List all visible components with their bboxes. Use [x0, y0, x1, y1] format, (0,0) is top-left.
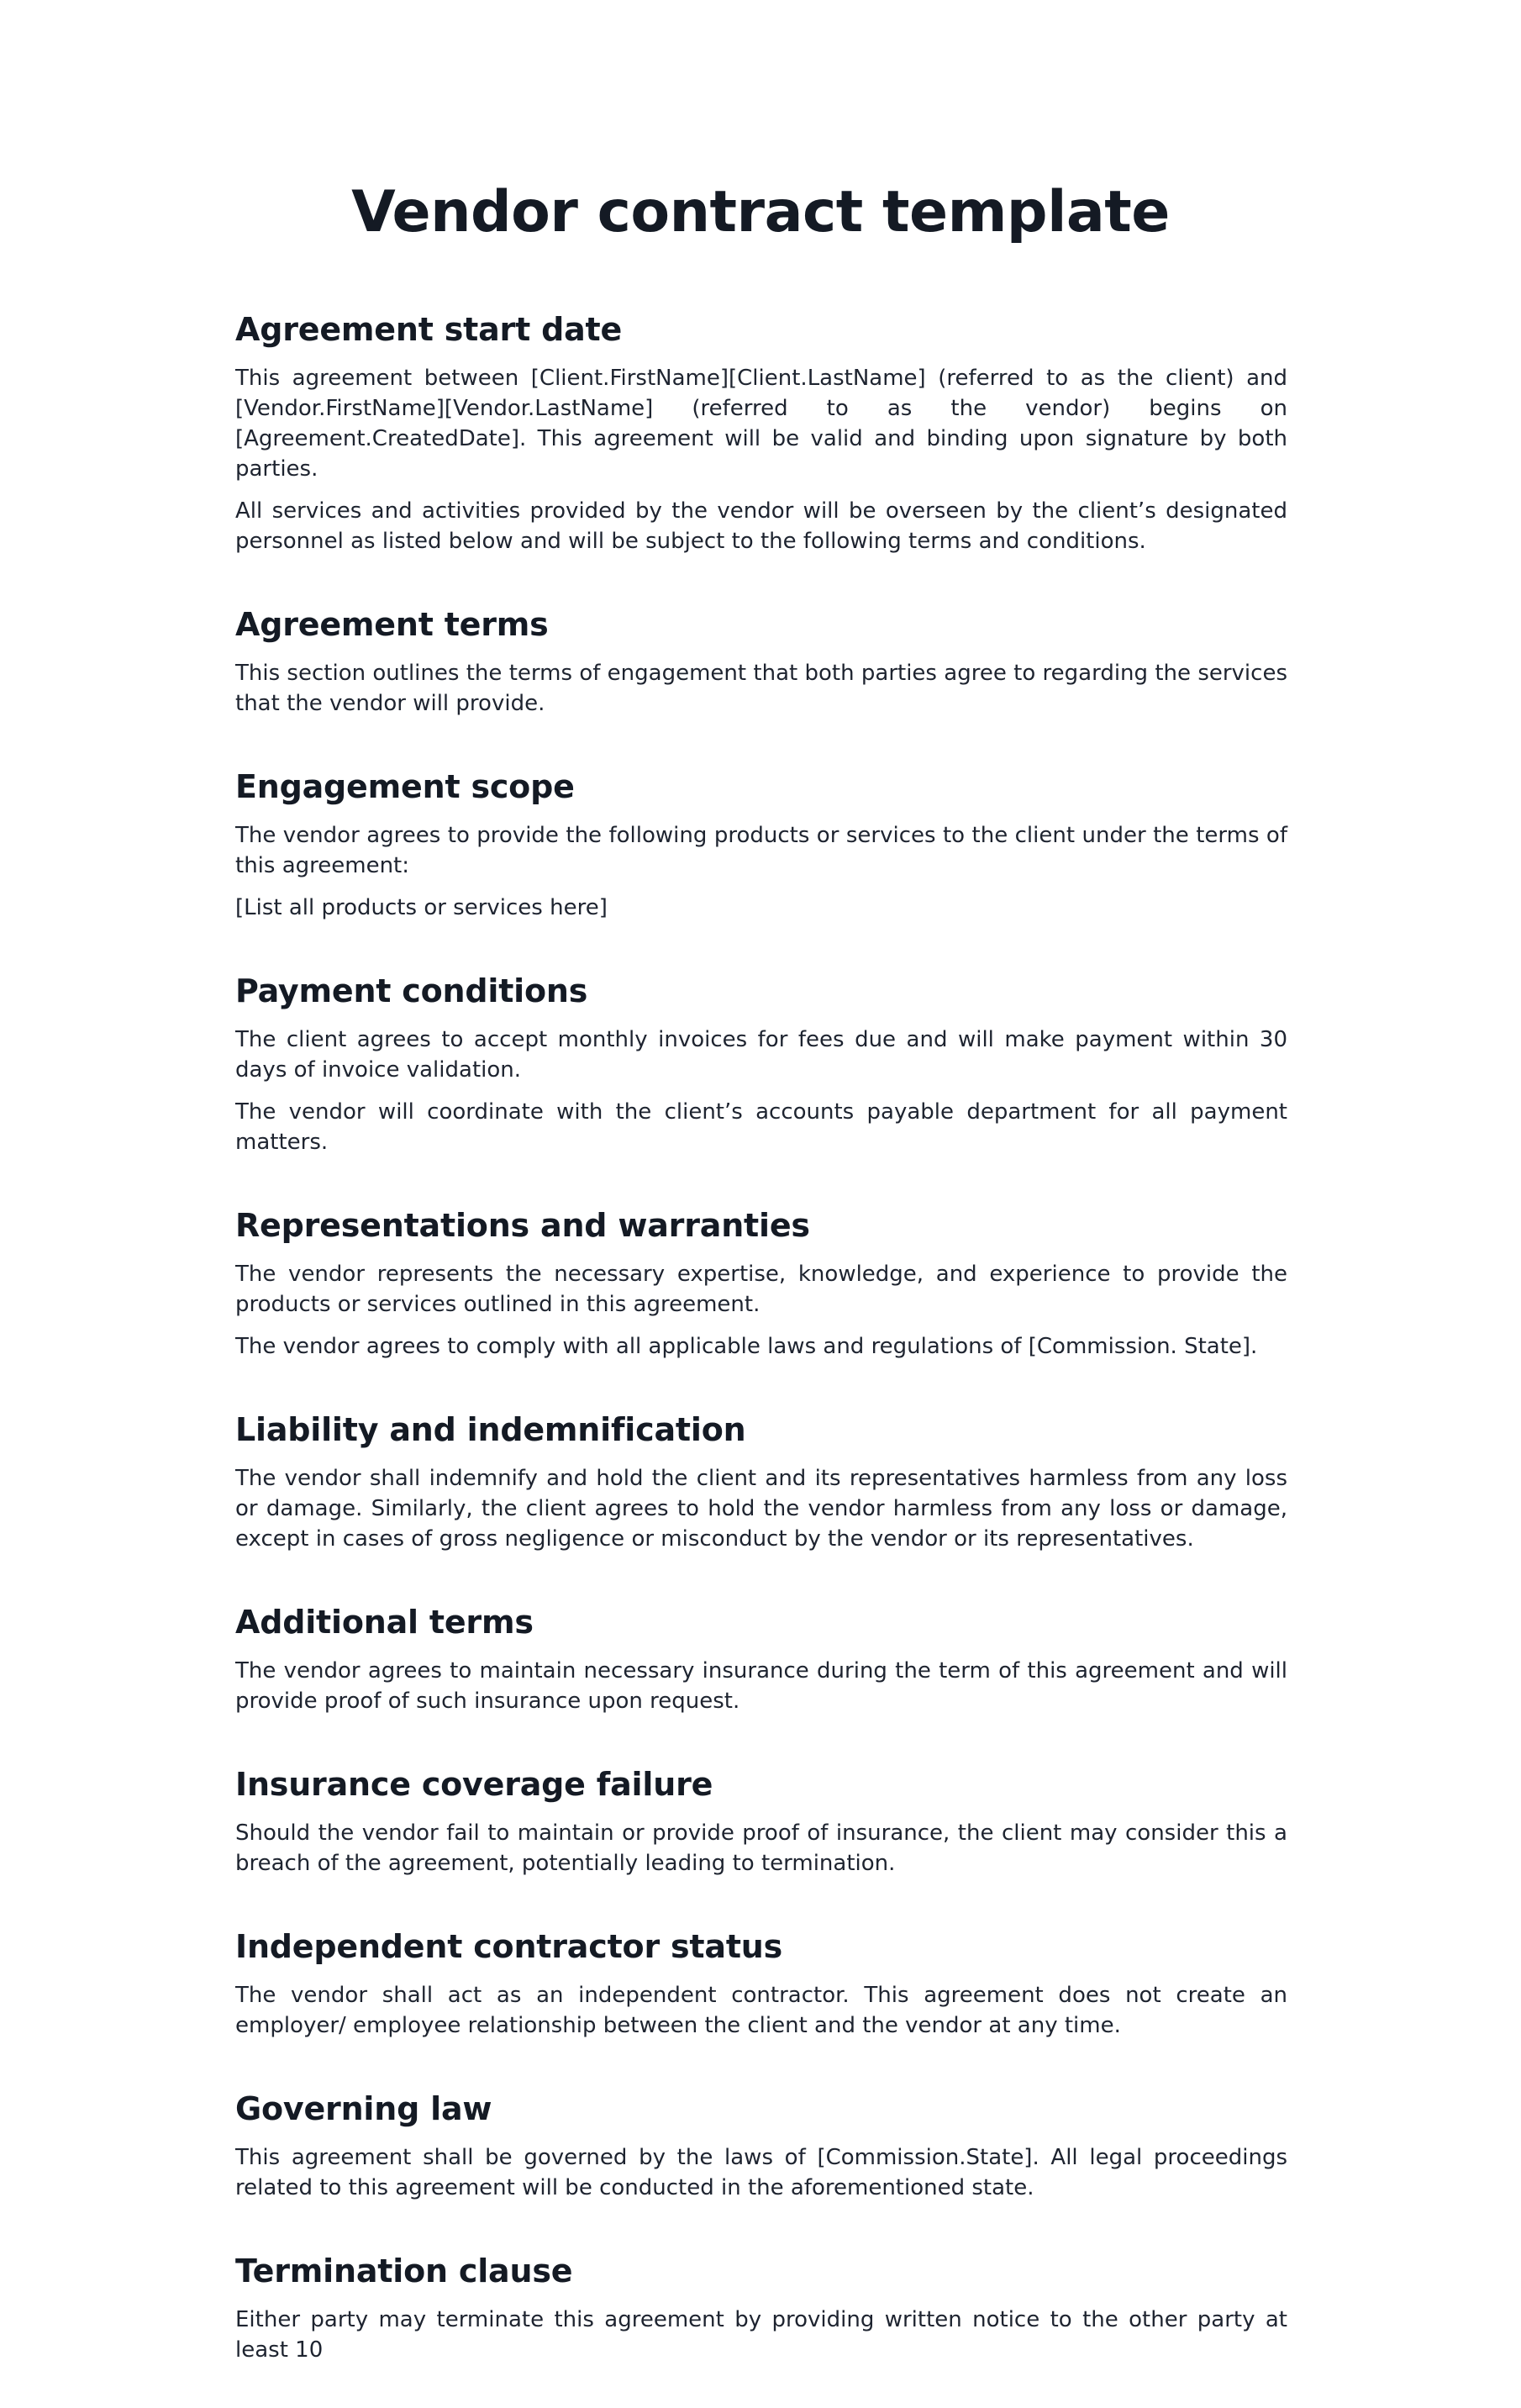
section-heading: Insurance coverage failure [235, 1766, 713, 1803]
section-paragraph: The vendor agrees to comply with all applicable laws and regulations of [Commission. State]. [235, 1334, 1258, 1359]
section-heading: Termination clause [235, 2253, 573, 2289]
section-heading: Agreement terms [235, 606, 549, 643]
section-heading: Agreement start date [235, 311, 623, 348]
section-independent-contractor-status [235, 1921, 1287, 2041]
section-heading: Liability and indemnification [235, 1411, 746, 1448]
section-representations-and-warranties [235, 1200, 1287, 1362]
section-insurance-coverage-failure [235, 1759, 1287, 1878]
section-heading: Payment conditions [235, 972, 588, 1009]
section-heading: Engagement scope [235, 768, 575, 805]
section-paragraph: The client agrees to accept monthly invoices for fees due and will make payment within 30 days of invoice validation. [235, 1027, 1287, 1083]
document-body [235, 304, 1287, 2408]
section-paragraph: Either party may terminate this agreement by providing written notice to the other party at least 10 [235, 2307, 1287, 2363]
section-paragraph: This section outlines the terms of engagement that both parties agree to regarding the services that the vendor will provide. [235, 661, 1287, 716]
section-paragraph: This agreement between [Client.FirstName][Client.LastName] (referred to as the client) and [Vendor.FirstName][Vendor.LastName] (referred to as the vendor) begins on [Agreement.CreatedDate]. This agreement will be valid and binding upon signature by both parties. [235, 366, 1287, 482]
section-termination-clause [235, 2246, 1287, 2365]
section-additional-terms [235, 1597, 1287, 1716]
section-engagement-scope [235, 761, 1287, 923]
section-heading: Additional terms [235, 1604, 534, 1641]
section-paragraph: The vendor agrees to maintain necessary insurance during the term of this agreement and will provide proof of such insurance upon request. [235, 1658, 1287, 1714]
document-title: Vendor contract template [351, 179, 1170, 245]
section-heading: Representations and warranties [235, 1207, 810, 1244]
section-heading: Governing law [235, 2090, 492, 2127]
section-paragraph: Should the vendor fail to maintain or provide proof of insurance, the client may consider this a breach of the agreement, potentially leading to termination. [235, 1820, 1287, 1876]
section-agreement-start-date [235, 304, 1287, 556]
section-paragraph: All services and activities provided by the vendor will be overseen by the client’s designated personnel as listed below and will be subject to the following terms and conditions. [235, 498, 1287, 554]
section-paragraph: This agreement shall be governed by the laws of [Commission.State]. All legal proceedings related to this agreement will be conducted in the aforementioned state. [235, 2145, 1287, 2200]
section-paragraph: [List all products or services here] [235, 895, 608, 920]
section-paragraph: The vendor shall act as an independent contractor. This agreement does not create an employer/ employee relationship between the client and the vendor at any time. [235, 1983, 1287, 2038]
section-paragraph: The vendor represents the necessary expertise, knowledge, and experience to provide the products or services outlined in this agreement. [235, 1262, 1287, 1317]
section-paragraph: The vendor shall indemnify and hold the client and its representatives harmless from any loss or damage. Similarly, the client agrees to hold the vendor harmless from any loss or damage, except in cases of gross negligence or misconduct by the vendor or its representatives. [235, 1466, 1287, 1552]
section-liability-and-indemnification [235, 1404, 1287, 1554]
section-governing-law [235, 2084, 1287, 2203]
section-heading: Independent contractor status [235, 1928, 783, 1965]
section-paragraph: The vendor agrees to provide the following products or services to the client under the terms of this agreement: [235, 823, 1287, 878]
section-paragraph: The vendor will coordinate with the client’s accounts payable department for all payment matters. [235, 1099, 1287, 1155]
section-payment-conditions [235, 966, 1287, 1157]
section-agreement-terms [235, 599, 1287, 719]
